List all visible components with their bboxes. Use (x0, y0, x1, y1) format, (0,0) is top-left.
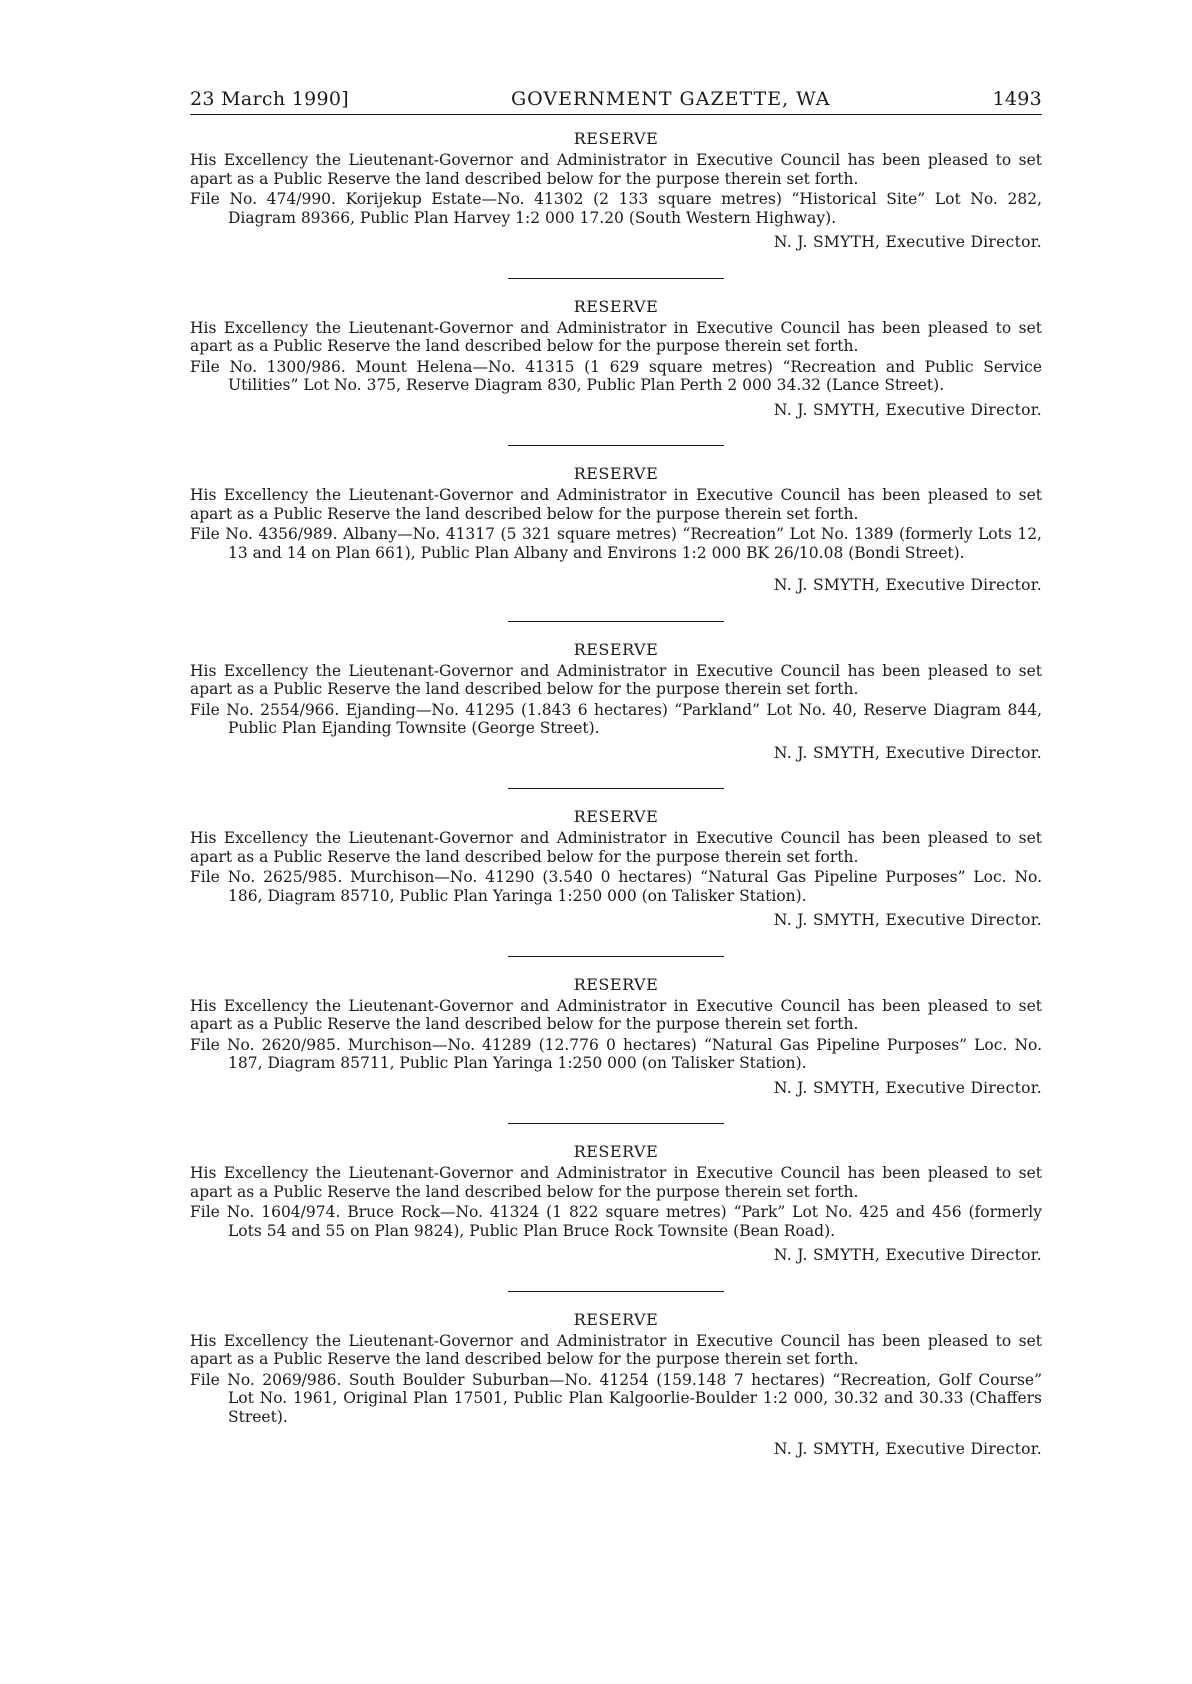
notice-file-details: File No. 4356/989. Albany—No. 41317 (5 321 square metres) “Recreation” Lot No. 1389 (formerly Lots 12, 13 and 14 on Plan 661), Public Plan Albany and Environs 1:2 000 BK 26/10.08 (Bondi Street). (190, 525, 1042, 562)
notice-file-details: File No. 2625/985. Murchison—No. 41290 (3.540 0 hectares) “Natural Gas Pipeline Purposes” Loc. No. 186, Diagram 85710, Public Plan Yaringa 1:250 000 (on Talisker Station). (190, 868, 1042, 905)
notice-file-details: File No. 1604/974. Bruce Rock—No. 41324 (1 822 square metres) “Park” Lot No. 425 and 456 (formerly Lots 54 and 55 on Plan 9824), Public Plan Bruce Rock Townsite (Bean Road). (190, 1203, 1042, 1240)
notice-title: RESERVE (573, 1309, 659, 1329)
section-divider (508, 445, 724, 446)
notice-title: RESERVE (573, 974, 659, 994)
notice-signature: N. J. SMYTH, Executive Director. (773, 576, 1042, 594)
notice-title: RESERVE (573, 639, 659, 659)
notice-body: His Excellency the Lieutenant-Governor and Administrator in Executive Council has been pleased to set apart as a Public Reserve the land described below for the purpose therein set forth. (190, 829, 1042, 866)
notice-signature: N. J. SMYTH, Executive Director. (773, 911, 1042, 929)
section-divider (508, 621, 724, 622)
header-publication: GOVERNMENT GAZETTE, WA (510, 88, 831, 110)
section-divider (508, 1123, 724, 1124)
notice-file-details: File No. 474/990. Korijekup Estate—No. 41302 (2 133 square metres) “Historical Site” Lot No. 282, Diagram 89366, Public Plan Harvey 1:2 000 17.20 (South Western Highway). (190, 190, 1042, 227)
notice-title: RESERVE (573, 807, 659, 826)
section-divider (508, 1291, 724, 1292)
reserve-notice (190, 1310, 1042, 1459)
notice-body: His Excellency the Lieutenant-Governor and Administrator in Executive Council has been pleased to set apart as a Public Reserve the land described below for the purpose therein set forth. (190, 486, 1042, 523)
notice-signature: N. J. SMYTH, Executive Director. (773, 233, 1042, 251)
section-divider (508, 788, 724, 789)
notice-signature: N. J. SMYTH, Executive Director. (773, 1246, 1042, 1264)
header-page-number: 1493 (992, 88, 1042, 110)
notice-title: RESERVE (573, 296, 659, 316)
section-divider (508, 956, 724, 957)
notice-body: His Excellency the Lieutenant-Governor and Administrator in Executive Council has been pleased to set apart as a Public Reserve the land described below for the purpose therein set forth. (190, 151, 1042, 188)
notice-title: RESERVE (573, 129, 659, 148)
reserve-notice (190, 807, 1042, 930)
notice-signature: N. J. SMYTH, Executive Director. (773, 400, 1042, 419)
notice-body: His Excellency the Lieutenant-Governor and Administrator in Executive Council has been pleased to set apart as a Public Reserve the land described below for the purpose therein set forth. (190, 318, 1042, 355)
reserve-notice (190, 129, 1042, 252)
notice-body: His Excellency the Lieutenant-Governor and Administrator in Executive Council has been pleased to set apart as a Public Reserve the land described below for the purpose therein set forth. (190, 1164, 1042, 1201)
reserve-notice (190, 640, 1042, 763)
notice-signature: N. J. SMYTH, Executive Director. (773, 1078, 1042, 1097)
notice-file-details: File No. 1300/986. Mount Helena—No. 41315 (1 629 square metres) “Recreation and Public Service Utilities” Lot No. 375, Reserve Diagram 830, Public Plan Perth 2 000 34.32 (Lance Street). (190, 357, 1042, 394)
gazette-page (190, 88, 1042, 1459)
notice-file-details: File No. 2620/985. Murchison—No. 41289 (12.776 0 hectares) “Natural Gas Pipeline Purposes” Loc. No. 187, Diagram 85711, Public Plan Yaringa 1:250 000 (on Talisker Station). (190, 1035, 1042, 1072)
notice-title: RESERVE (573, 1142, 659, 1161)
page-header (190, 88, 1042, 115)
header-date: 23 March 1990] (190, 88, 349, 110)
reserve-notice (190, 297, 1042, 420)
notice-file-details: File No. 2069/986. South Boulder Suburban—No. 41254 (159.148 7 hectares) “Recreation, Golf Course” Lot No. 1961, Original Plan 17501, Public Plan Kalgoorlie-Boulder 1:2 000, 30.32 and 30.33 (Chaffers Street). (190, 1370, 1042, 1426)
section-divider (508, 278, 724, 279)
notice-file-details: File No. 2554/966. Ejanding—No. 41295 (1.843 6 hectares) “Parkland” Lot No. 40, Reserve Diagram 844, Public Plan Ejanding Townsite (George Street). (190, 700, 1042, 737)
notice-body: His Excellency the Lieutenant-Governor and Administrator in Executive Council has been pleased to set apart as a Public Reserve the land described below for the purpose therein set forth. (190, 1331, 1042, 1368)
reserve-notice (190, 975, 1042, 1098)
reserve-notice (190, 464, 1042, 595)
notice-body: His Excellency the Lieutenant-Governor and Administrator in Executive Council has been pleased to set apart as a Public Reserve the land described below for the purpose therein set forth. (190, 661, 1042, 698)
notice-body: His Excellency the Lieutenant-Governor and Administrator in Executive Council has been pleased to set apart as a Public Reserve the land described below for the purpose therein set forth. (190, 996, 1042, 1033)
reserve-notice (190, 1142, 1042, 1265)
notice-signature: N. J. SMYTH, Executive Director. (773, 1440, 1042, 1458)
notice-signature: N. J. SMYTH, Executive Director. (773, 743, 1042, 762)
notice-title: RESERVE (573, 464, 659, 483)
